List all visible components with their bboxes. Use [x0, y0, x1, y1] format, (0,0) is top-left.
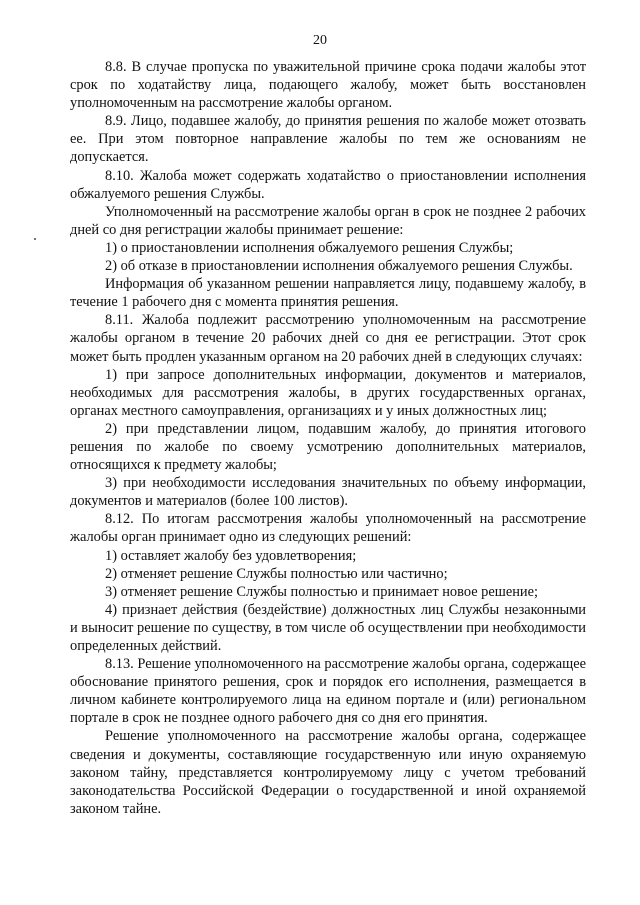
scan-speck: [34, 238, 36, 240]
paragraph-8-11-item-1: 1) при запросе дополнительных информации, документов и материалов, необходимых для рассмотрения жалобы, в других государственных органах, органах местного самоуправления, организациях и у иных должностных лиц;: [70, 366, 586, 419]
paragraph-8-11-item-3: 3) при необходимости исследования значительных по объему информации, документов и материалов (более 100 листов).: [70, 475, 586, 510]
page-number: 20: [313, 33, 327, 48]
paragraph-decision-item-2: 2) об отказе в приостановлении исполнения обжалуемого решения Службы.: [105, 258, 573, 275]
document-body: [70, 58, 586, 818]
paragraph-8-12: 8.12. По итогам рассмотрения жалобы уполномоченный на рассмотрение жалобы орган принимает одно из следующих решений:: [70, 511, 586, 546]
paragraph-information: Информация об указанном решении направляется лицу, подавшему жалобу, в течение 1 рабочего дня с момента принятия решения.: [70, 276, 586, 311]
paragraph-secret-decision: Решение уполномоченного на рассмотрение жалобы органа, содержащее сведения и документы, составляющие государственную или иную охраняемую законом тайну, представляется контролируемому лицу с учетом требований законодательства Российской Федерации о государственной и иной охраняемой законом тайне.: [70, 728, 586, 817]
paragraph-decision-intro: Уполномоченный на рассмотрение жалобы орган в срок не позднее 2 рабочих дней со дня регистрации жалобы принимает решение:: [70, 203, 586, 238]
paragraph-8-10: 8.10. Жалоба может содержать ходатайство о приостановлении исполнения обжалуемого решения Службы.: [70, 167, 586, 202]
paragraph-8-8: 8.8. В случае пропуска по уважительной причине срока подачи жалобы этот срок по ходатайству лица, подающего жалобу, может быть восстановлен уполномоченным на рассмотрение жалобы органом.: [70, 59, 586, 112]
paragraph-8-12-item-2: 2) отменяет решение Службы полностью или частично;: [105, 565, 448, 582]
paragraph-8-11-item-2: 2) при представлении лицом, подавшим жалобу, до принятия итогового решения по жалобе по своему усмотрению дополнительных материалов, относящихся к предмету жалобы;: [70, 420, 586, 474]
paragraph-8-12-item-3: 3) отменяет решение Службы полностью и принимает новое решение;: [105, 583, 539, 600]
paragraph-8-12-item-1: 1) оставляет жалобу без удовлетворения;: [105, 547, 357, 564]
paragraph-decision-item-1: 1) о приостановлении исполнения обжалуемого решения Службы;: [105, 239, 514, 256]
paragraph-8-13: 8.13. Решение уполномоченного на рассмотрение жалобы органа, содержащее обоснование принятого решения, срок и порядок его исполнения, размещается в личном кабинете контролируемого лица на едином портале и (или) региональном портале в срок не позднее одного рабочего дня со дня его принятия.: [70, 656, 586, 727]
paragraph-8-12-item-4: 4) признает действия (бездействие) должностных лиц Службы незаконными и выносит решение по существу, в том числе об осуществлении при необходимости определенных действий.: [70, 601, 586, 654]
paragraph-8-9: 8.9. Лицо, подавшее жалобу, до принятия решения по жалобе может отозвать ее. При этом повторное направление жалобы по тем же основаниям не допускается.: [70, 113, 586, 166]
paragraph-8-11: 8.11. Жалоба подлежит рассмотрению уполномоченным на рассмотрение жалобы органом в течение 20 рабочих дней со дня ее регистрации. Этот срок может быть продлен указанным органом на 20 рабочих дней в следующих случаях:: [70, 312, 586, 365]
